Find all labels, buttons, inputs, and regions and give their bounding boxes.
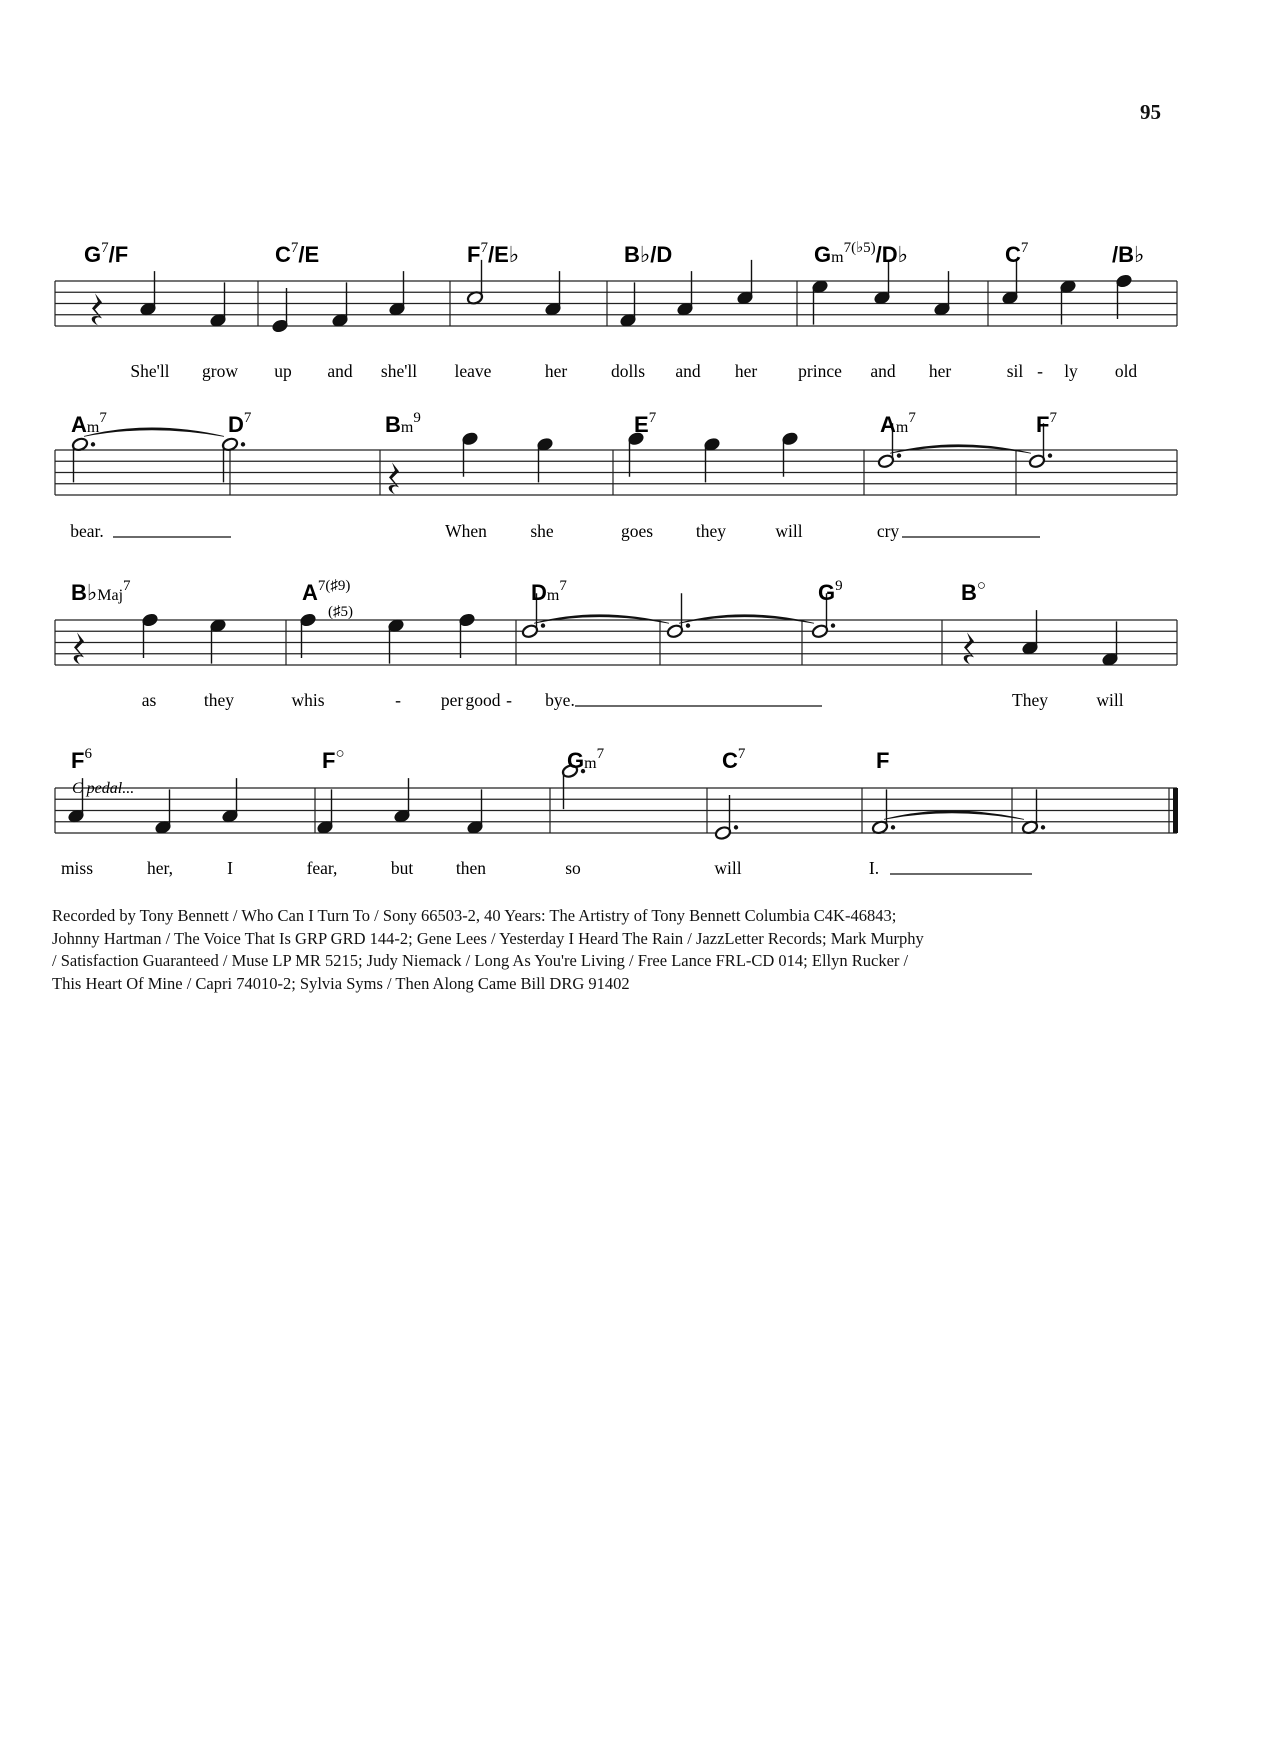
- chord-symbol: C7: [722, 746, 746, 773]
- lyric-syllable: -: [506, 690, 512, 710]
- tie: [679, 615, 814, 624]
- page-number: 95: [1140, 100, 1161, 124]
- lyric-syllable: -: [395, 690, 401, 710]
- lyric-syllable: and: [675, 361, 701, 381]
- lyric-syllable: up: [274, 361, 292, 381]
- lyric-syllable: her: [544, 361, 568, 381]
- lyric-syllable: sil: [1006, 361, 1024, 381]
- chord-symbol: B♭Maj7: [71, 578, 131, 605]
- lyric-syllable: miss: [60, 858, 94, 878]
- lyric-syllable: her,: [146, 858, 174, 878]
- lyric-syllable: ly: [1064, 361, 1078, 381]
- lyric-syllable: grow: [202, 361, 238, 381]
- lyric-syllable: will: [714, 858, 742, 878]
- lyric-syllable: will: [1096, 690, 1124, 710]
- augmentation-dot: [241, 442, 245, 446]
- recording-credits: Recorded by Tony Bennett / Who Can I Turn To / Sony 66503-2, 40 Years: The Artistry of Tony Bennett Columbia C4K-46843; Johnny Hartman / The Voice That Is GRP GRD 144-2; Gene Lees / Yesterday I Heard The Rain / JazzLetter Records; Mark Murphy / Satisfaction Guaranteed / Muse LP MR 5215; Judy Niemack / Long As You're Living / Free Lance FRL-CD 014; Ellyn Rucker / This Heart Of Mine / Capri 74010-2; Sylvia Syms / Then Along Came Bill DRG 91402: [52, 906, 924, 993]
- chord-symbol: Gm7: [567, 746, 605, 773]
- lyric-syllable: -: [1037, 361, 1043, 381]
- lyric-syllable: leave: [454, 361, 492, 381]
- chord-symbols: [71, 240, 1144, 797]
- tie: [534, 615, 669, 624]
- lyric-syllable: and: [327, 361, 353, 381]
- lyric-syllable: then: [455, 858, 487, 878]
- chord-symbol: D7: [228, 410, 252, 437]
- tie: [890, 445, 1031, 454]
- quarter-rest: [74, 632, 84, 664]
- lyric-syllable: I: [227, 858, 233, 878]
- augmentation-dot: [891, 825, 895, 829]
- quarter-rest: [389, 462, 399, 494]
- lyric-syllable: will: [775, 521, 803, 541]
- lyric-syllable: as: [141, 690, 157, 710]
- tie: [84, 428, 224, 437]
- chord-symbol: F: [876, 748, 890, 773]
- final-barline: [1173, 788, 1178, 833]
- augmentation-dot: [831, 623, 835, 627]
- augmentation-dot: [686, 623, 690, 627]
- chord-symbol: C7/E: [275, 240, 320, 267]
- chord-symbol: E7: [634, 410, 657, 437]
- lyric-syllable: she'll: [380, 361, 418, 381]
- lyric-syllable: goes: [620, 521, 654, 541]
- lyric-syllable: She'll: [130, 361, 170, 381]
- lyric-syllable: they: [695, 521, 727, 541]
- chord-symbol: C7: [1005, 240, 1029, 267]
- tie: [884, 811, 1024, 820]
- quarter-rest: [964, 632, 974, 664]
- augmentation-dot: [541, 623, 545, 627]
- lyric-syllable: dolls: [610, 361, 646, 381]
- lyric-syllable: her: [928, 361, 952, 381]
- lyric-syllable: When: [445, 521, 487, 541]
- chord-symbol: A7(♯9): [302, 578, 351, 605]
- lyric-syllable: fear,: [306, 858, 338, 878]
- chord-symbol: G7/F: [84, 240, 129, 267]
- chord-symbol: F6: [71, 746, 92, 773]
- lyric-syllable: I.: [868, 858, 880, 878]
- augmentation-dot: [91, 442, 95, 446]
- chord-symbol: F7: [1036, 410, 1057, 437]
- chord-symbol: Dm7: [531, 578, 567, 605]
- lyric-syllable: prince: [798, 361, 842, 381]
- performance-direction: C pedal...: [72, 780, 135, 797]
- lyric-syllable: so: [565, 858, 581, 878]
- lyric-syllable: old: [1114, 361, 1138, 381]
- chord-symbol: B♭/D: [624, 242, 673, 267]
- chord-symbol: F○: [322, 746, 345, 773]
- lyric-syllable: her: [734, 361, 758, 381]
- lyric-syllable: she: [530, 521, 554, 541]
- augmentation-dot: [1041, 825, 1045, 829]
- quarter-rest: [92, 293, 102, 325]
- lyric-syllable: they: [203, 690, 235, 710]
- lyric-syllable: good: [465, 690, 501, 710]
- lyric-syllable: bye.: [545, 690, 575, 710]
- augmentation-dot: [734, 825, 738, 829]
- augmentation-dot: [1048, 453, 1052, 457]
- lyric-syllable: and: [870, 361, 896, 381]
- chord-symbol: Bm9: [385, 410, 421, 437]
- chord-symbol: G9: [818, 578, 843, 605]
- chord-symbol: /B♭: [1112, 242, 1145, 267]
- chord-symbol: Gm7(♭5)/D♭: [814, 240, 909, 267]
- augmentation-dot: [897, 453, 901, 457]
- lyric-syllable: whis: [291, 690, 325, 710]
- lyric-syllable: bear.: [70, 521, 104, 541]
- chord-symbol: B○: [961, 578, 986, 605]
- chord-symbol: Am7: [880, 410, 916, 437]
- lyric-syllable: cry: [876, 521, 900, 541]
- lyric-syllable: but: [390, 858, 414, 878]
- chord-symbol: Am7: [71, 410, 107, 437]
- lyric-syllable: per: [440, 690, 464, 710]
- chord-symbol: F7/E♭: [467, 240, 520, 267]
- lyric-syllable: They: [1012, 690, 1048, 710]
- chord-alteration: (♯5): [328, 604, 353, 620]
